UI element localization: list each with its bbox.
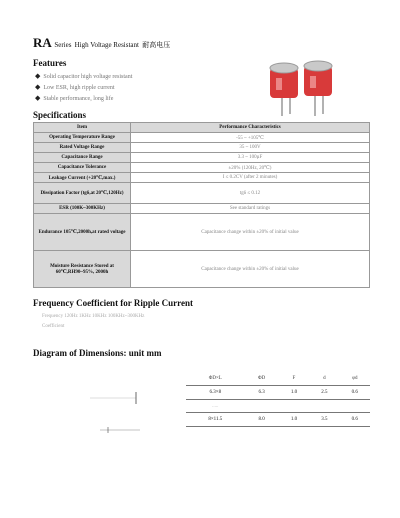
- table-row: ESR (100K~300KHz) See standard ratings: [34, 204, 370, 214]
- table-header: ΦD×L ΦD F d φd: [208, 376, 358, 381]
- table-row: Dissipation Factor (tgδ,at 20℃,120Hz) tgδ ≤ 0.12: [34, 183, 370, 204]
- ripple-coefficient-row: Coefficient: [42, 324, 65, 329]
- specs-table: [33, 122, 370, 288]
- series-word: Series: [54, 41, 72, 49]
- features-title: Features: [33, 58, 67, 68]
- header-item: Item: [34, 123, 131, 133]
- table-row: Capacitance Tolerance ±20% (120Hz, 20℃): [34, 163, 370, 173]
- dimensions-table: [186, 372, 370, 427]
- feature-item: ◆ Stable performance, long life: [35, 94, 114, 102]
- capacitor-photo: [268, 56, 338, 118]
- series-code: RA: [33, 35, 52, 50]
- table-row: Endurance 105℃,2000h,at rated voltage Capacitance change within ±20% of initial value: [34, 214, 370, 251]
- dimensions-title: Diagram of Dimensions: unit mm: [33, 348, 162, 358]
- table-row: Moisture Resistance Stored at 60℃,RH90~95%, 2000h Capacitance change within ±20% of initial value: [34, 251, 370, 288]
- ripple-title: Frequency Coefficient for Ripple Current: [33, 298, 193, 308]
- table-header: [34, 123, 370, 133]
- table-row: Capacitance Range 3.3 ~ 100µF: [34, 153, 370, 163]
- table-gap-row: .....: [212, 403, 219, 409]
- feature-item: ◆ Low ESR, high ripple current: [35, 83, 115, 91]
- header-performance: Performance Characteristics: [131, 123, 370, 133]
- table-row: Rated Voltage Range 35 ~ 100V: [34, 143, 370, 153]
- specs-title: Specifications: [33, 110, 86, 120]
- table-row: 8×11.5 8.0 1.0 3.5 0.6: [186, 413, 370, 427]
- subtitle: High Voltage Resistant: [74, 41, 139, 49]
- cn-subtitle: 耐高电压: [142, 41, 171, 49]
- page-title: [33, 35, 170, 51]
- feature-item: ◆ Solid capacitor high voltage resistant: [35, 72, 133, 80]
- ripple-frequency-row: Frequency 120Hz 1KHz 10KHz 100KHz~300KHz: [42, 314, 145, 319]
- table-row: 6.3×8 6.3 1.0 2.5 0.6: [186, 386, 370, 400]
- table-row: Operating Temperature Range -55 ~ +105℃: [34, 133, 370, 143]
- table-row: Leakage Current (+20℃,max.) I ≤ 0.2CV (after 2 minutes): [34, 173, 370, 183]
- dimension-diagram: [60, 380, 160, 440]
